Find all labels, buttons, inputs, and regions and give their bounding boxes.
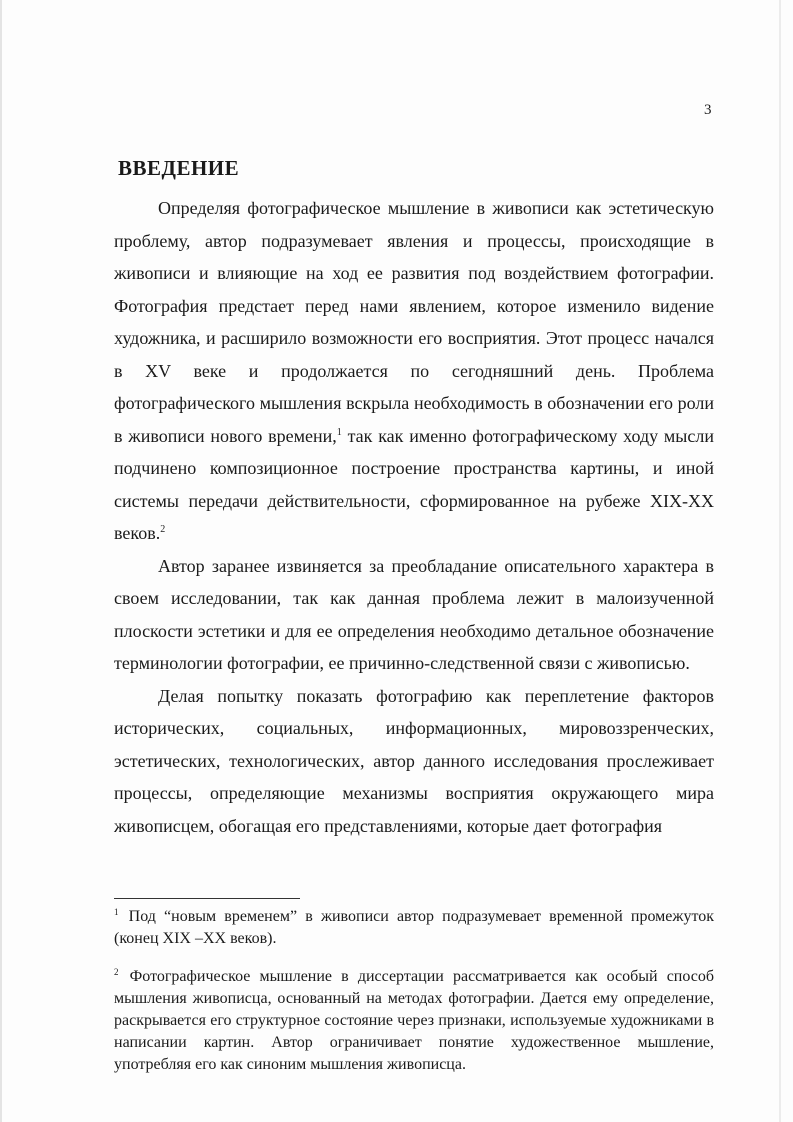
paragraph-1	[114, 192, 714, 550]
footnote-ref-2: 2	[160, 524, 166, 535]
scan-edge-left	[0, 0, 2, 1122]
footnote-separator	[114, 898, 300, 899]
section-heading: ВВЕДЕНИЕ	[118, 156, 240, 180]
footnote-2-marker: 2	[114, 966, 119, 977]
footnote-1-marker: 1	[114, 906, 119, 917]
paragraph-1-part-1: Определяя фотографическое мышление в живописи как эстетическую проблему, автор подразумевает явления и процессы, происходящие в живописи и влияющие на ход ее развития под воздействием фотографии. Фотография предстает перед нами явлением, которое изменило видение художника, и расширило возможности его восприятия. Этот процесс начался в XV веке и продолжается по сегодняшний день. Проблема фотографического мышления вскрыла необходимость в обозначении его роли в живописи нового времени,	[114, 198, 714, 446]
paragraph-3: Делая попытку показать фотографию как переплетение факторов исторических, социальных, информационных, мировоззренческих, эстетических, технологических, автор данного исследования прослеживает процессы, определяющие механизмы восприятия окружающего мира живописцем, обогащая его представлениями, которые дает фотография	[114, 685, 714, 836]
footnote-2	[114, 966, 714, 1076]
footnotes	[114, 906, 714, 1076]
footnote-1	[114, 906, 714, 950]
paragraph-2: Автор заранее извиняется за преобладание описательного характера в своем исследовании, так как данная проблема лежит в малоизученной плоскости эстетики и для ее определения необходимо детальное обозначение терминологии фотографии, ее причинно-следственной связи с живописью.	[114, 555, 714, 673]
footnote-ref-1: 1	[336, 426, 342, 438]
body-text	[114, 192, 714, 842]
footnote-1-text: Под “новым временем” в живописи автор подразумевает временной промежуток (конец XIX –XX веков).	[114, 908, 714, 947]
footnote-2-text: Фотографическое мышление в диссертации рассматривается как особый способ мышления живописца, основанный на методах фотографии. Дается ему определение, раскрывается его структурное состояние через признаки, используемые художниками в написании картин. Автор ограничивает понятие художественное мышление, употребляя его как синоним мышления живописца.	[114, 968, 715, 1073]
page-number: 3	[704, 102, 712, 118]
paragraph-1-part-2: так как именно фотографическому ходу мысли подчинено композиционное построение пространства картины, и иной системы передачи действительности, сформированное на рубеже XIX-XX веков.	[114, 425, 714, 543]
scan-edge-right	[779, 0, 781, 1122]
